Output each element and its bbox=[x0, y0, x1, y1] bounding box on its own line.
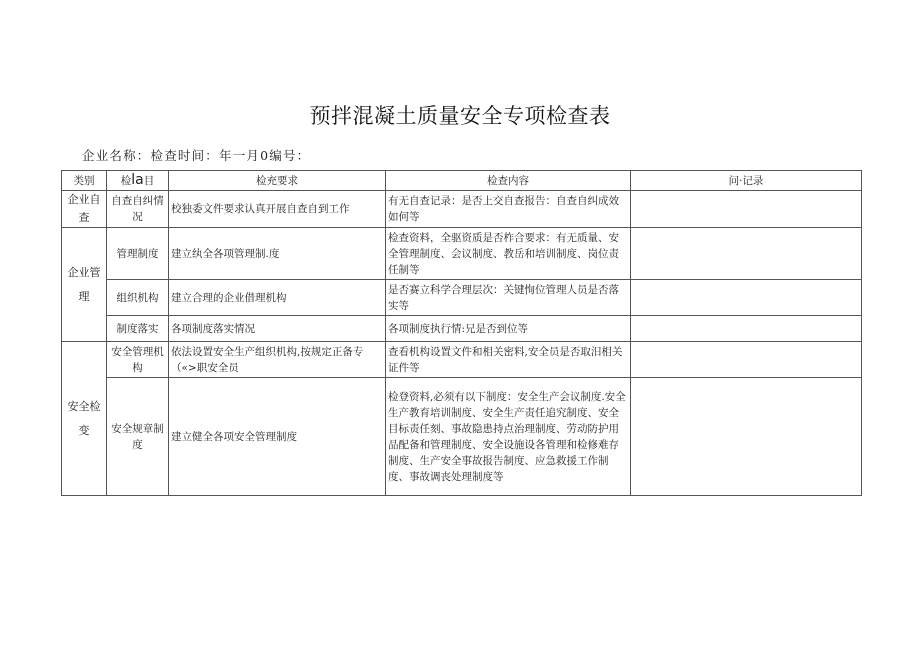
requirement-cell: 各项制度落实情况 bbox=[169, 316, 386, 342]
record-cell bbox=[631, 191, 862, 228]
requirement-cell: 依法设置安全生产组织机构,按规定正备专（«>职安全员 bbox=[169, 342, 386, 378]
category-cell: 企业管理 bbox=[62, 228, 107, 342]
table-header-row bbox=[62, 171, 862, 191]
table-row bbox=[62, 342, 862, 378]
header-record: 问·记录 bbox=[631, 171, 862, 191]
item-cell: 组织机构 bbox=[107, 280, 169, 316]
requirement-cell: 建立纨全各项管理制.度 bbox=[169, 228, 386, 280]
content-cell: 各项制度执行情:兄是否到位等 bbox=[386, 316, 631, 342]
record-cell bbox=[631, 228, 862, 280]
header-item-prefix: 检 bbox=[120, 175, 132, 187]
record-cell bbox=[631, 378, 862, 496]
item-cell: 制度落实 bbox=[107, 316, 169, 342]
requirement-cell: 建立健全各项安全管理制度 bbox=[169, 378, 386, 496]
table-row bbox=[62, 378, 862, 496]
content-cell: 查看机构设置文件和相关密料,安全员是否取汨相关证件等 bbox=[386, 342, 631, 378]
category-cell: 企业自查 bbox=[62, 191, 107, 228]
requirement-cell: 建立合理的企业借理机构 bbox=[169, 280, 386, 316]
inspection-table bbox=[61, 170, 862, 496]
item-cell: 管理制度 bbox=[107, 228, 169, 280]
category-cell: 安全检变 bbox=[62, 342, 107, 496]
record-cell bbox=[631, 280, 862, 316]
item-cell: 安全管理机构 bbox=[107, 342, 169, 378]
header-category: 类别 bbox=[62, 171, 107, 191]
header-requirement: 检充要求 bbox=[169, 171, 386, 191]
enterprise-meta-line: 企业名称：检查时间：年一月0编号： bbox=[82, 148, 311, 163]
requirement-cell: 校独委文件要求认真开展自查自到工作 bbox=[169, 191, 386, 228]
table-row bbox=[62, 228, 862, 280]
content-cell: 检登资料,必须有以下制度：安全生产会议制度.安全生产教育培训制度、安全生产责任追究制度、安全目标责任刻、事故隐患持点治理制度、劳动防护用品配备和管理制度、安全设施设各管理和检修难存制度、生产安全事故报告制度、应急救援工作制度、事故调丧处理制度等 bbox=[386, 378, 631, 496]
content-cell: 有无自查记录：是否上交自查报告：自查自纠成效如何等 bbox=[386, 191, 631, 228]
table-row bbox=[62, 280, 862, 316]
header-content: 检查内容 bbox=[386, 171, 631, 191]
header-item-suffix: 目 bbox=[143, 175, 155, 187]
document-title: 预拌混凝土质量安全专项检查表 bbox=[309, 104, 611, 128]
item-cell: 安全规章制度 bbox=[107, 378, 169, 496]
header-item bbox=[107, 171, 169, 191]
item-cell: 自查自纠情况 bbox=[107, 191, 169, 228]
record-cell bbox=[631, 316, 862, 342]
table-row bbox=[62, 191, 862, 228]
content-cell: 是否赛立科学合理层次：关键恂位管理人员是否落实等 bbox=[386, 280, 631, 316]
content-cell: 检查资料，全驱资质是否柞合要求：有无质量、安全管理制度、会议制度、教岳和培训制度、岗位责任制等 bbox=[386, 228, 631, 280]
header-item-big: la bbox=[131, 172, 144, 188]
record-cell bbox=[631, 342, 862, 378]
table-row bbox=[62, 316, 862, 342]
